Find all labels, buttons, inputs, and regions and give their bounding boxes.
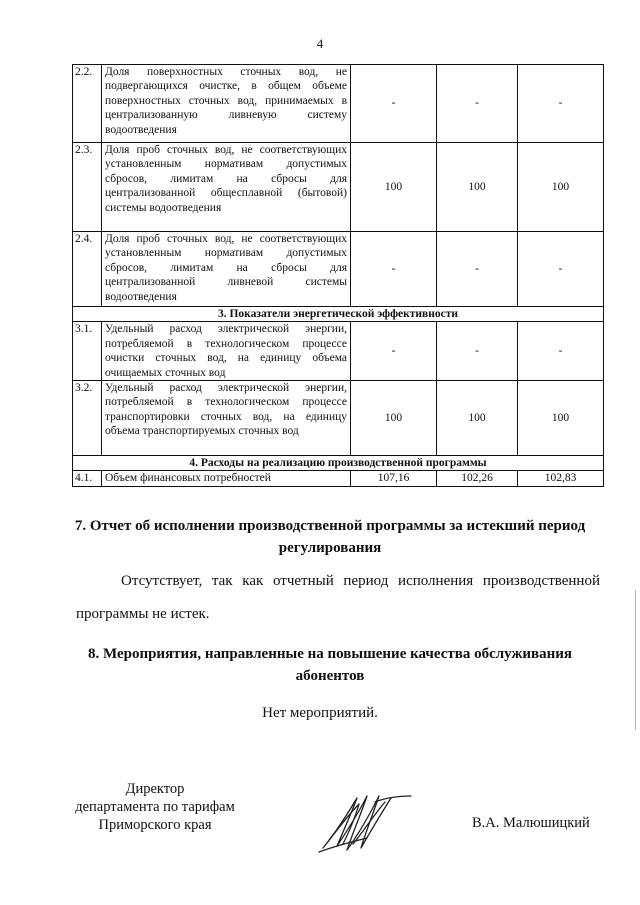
table-row [73, 471, 604, 486]
row-value-1: 107,16 [351, 471, 437, 486]
table-row [73, 143, 604, 232]
row-value-1: - [351, 322, 437, 381]
row-description: Удельный расход электрической энергии, потребляемой в технологическом процессе очистки сточных вод, на единицу объема очищаемых сточных вод [102, 322, 351, 381]
section-4-title: 4. Расходы на реализацию производственной программы [73, 456, 604, 471]
section-7-text: Отсутствует, так как отчетный период исполнения производственной программы не истек. [76, 573, 600, 622]
row-value-1: 100 [351, 143, 437, 232]
table-row [73, 65, 604, 143]
table-row [73, 381, 604, 456]
row-value-2: 100 [437, 381, 518, 456]
section-8-text: Нет мероприятий. [262, 705, 378, 721]
row-value-2: - [437, 65, 518, 143]
row-description: Доля проб сточных вод, не соответствующих установленным нормативам допустимых сбросов, лимитам на сбросы для централизованной общесплавной (бытовой) системы водоотведения [102, 143, 351, 232]
row-value-3: - [518, 322, 604, 381]
row-value-1: - [351, 232, 437, 307]
signatory-title-line-1: Директор [125, 781, 185, 797]
row-description: Объем финансовых потребностей [102, 471, 351, 486]
scan-artifact-line [635, 590, 636, 730]
row-number: 2.4. [73, 232, 102, 307]
section-3-title: 3. Показатели энергетической эффективности [73, 307, 604, 322]
row-value-2: - [437, 322, 518, 381]
row-description: Доля поверхностных сточных вод, не подвергающихся очистке, в общем объеме поверхностных сточных вод, принимаемых в централизованную ливневую систему водоотведения [102, 65, 351, 143]
row-value-1: 100 [351, 381, 437, 456]
row-number: 4.1. [73, 471, 102, 486]
signatory-title-line-3: Приморского края [98, 817, 212, 833]
row-value-2: 100 [437, 143, 518, 232]
row-value-3: 100 [518, 143, 604, 232]
row-value-3: - [518, 232, 604, 307]
signatory-title-line-2: департамента по тарифам [75, 799, 235, 815]
signatory-name: В.А. Малюшицкий [472, 815, 590, 831]
handwritten-signature [315, 788, 420, 860]
row-number: 2.2. [73, 65, 102, 143]
section-header-row [73, 456, 604, 471]
row-number: 3.1. [73, 322, 102, 381]
indicators-table [72, 64, 604, 487]
table-row [73, 322, 604, 381]
signatory-title [60, 780, 250, 834]
row-description: Доля проб сточных вод, не соответствующих установленным нормативам допустимых сбросов, лимитам на сбросы для централизованной ливневой системы водоотведения [102, 232, 351, 307]
section-8-heading: 8. Мероприятия, направленные на повышение качества обслуживания абонентов [87, 646, 572, 684]
row-value-3: 100 [518, 381, 604, 456]
row-value-2: - [437, 232, 518, 307]
row-number: 3.2. [73, 381, 102, 456]
page-number: 4 [316, 36, 324, 51]
row-value-3: 102,83 [518, 471, 604, 486]
row-value-3: - [518, 65, 604, 143]
section-7-heading: 7. Отчет об исполнении производственной программы за истекший период регулирования [74, 518, 586, 556]
row-description: Удельный расход электрической энергии, потребляемой в технологическом процессе транспортировки сточных вод, на единицу объема транспортируемых сточных вод [102, 381, 351, 456]
row-value-2: 102,26 [437, 471, 518, 486]
row-value-1: - [351, 65, 437, 143]
table-row [73, 232, 604, 307]
row-number: 2.3. [73, 143, 102, 232]
section-header-row [73, 307, 604, 322]
